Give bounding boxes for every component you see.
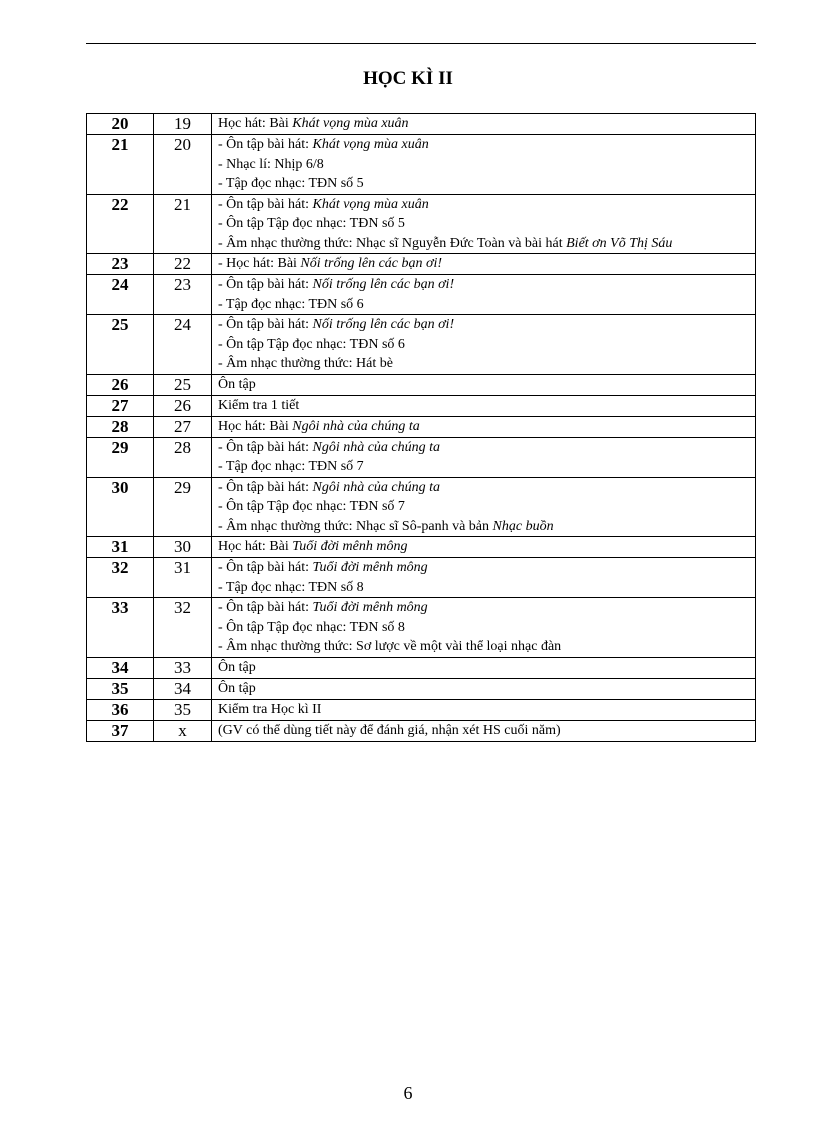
- content-cell: [212, 699, 756, 720]
- content-line: [218, 417, 755, 437]
- content-text: - Ôn tập bài hát:: [218, 560, 313, 575]
- lesson-cell: 25: [154, 374, 212, 395]
- content-line: [218, 618, 755, 638]
- content-line: [218, 457, 755, 477]
- week-cell: 28: [87, 416, 154, 437]
- header-rule: [86, 43, 756, 44]
- content-cell: [212, 537, 756, 558]
- content-text: Học hát: Bài: [218, 418, 293, 434]
- content-line: [218, 517, 755, 537]
- content-text: - Tập đọc nhạc: TĐN số 8: [218, 579, 364, 595]
- content-line: [218, 478, 755, 498]
- content-cell: [212, 315, 756, 375]
- content-text: - Ôn tập Tập đọc nhạc: TĐN số 7: [218, 499, 405, 514]
- content-line: [218, 637, 755, 657]
- week-cell: 24: [87, 275, 154, 315]
- week-cell: 21: [87, 135, 154, 195]
- lesson-cell: 29: [154, 477, 212, 537]
- content-line: [218, 537, 755, 557]
- week-cell: 22: [87, 194, 154, 254]
- content-line: [218, 700, 755, 720]
- content-text: - Ôn tập bài hát:: [218, 439, 313, 455]
- week-cell: 30: [87, 477, 154, 537]
- table-row: [87, 135, 756, 195]
- content-line: [218, 721, 755, 741]
- table-row: [87, 699, 756, 720]
- page-title: HỌC KÌ II: [363, 68, 453, 89]
- song-title: Ngôi nhà của chúng ta: [312, 439, 441, 455]
- content-line: [218, 375, 755, 395]
- content-text: Học hát: Bài: [218, 539, 293, 554]
- content-text: - Học hát: Bài: [218, 256, 301, 271]
- lesson-cell: 19: [154, 114, 212, 135]
- table-row: [87, 477, 756, 537]
- week-cell: 32: [87, 558, 154, 598]
- lesson-cell: 34: [154, 678, 212, 699]
- content-text: - Ôn tập bài hát:: [218, 196, 313, 212]
- content-line: [218, 658, 755, 678]
- table-row: [87, 678, 756, 699]
- content-text: Ôn tập: [218, 659, 256, 675]
- content-text: - Ôn tập bài hát:: [218, 600, 313, 615]
- table-row: [87, 254, 756, 275]
- content-line: [218, 275, 755, 295]
- content-cell: [212, 416, 756, 437]
- content-text: - Âm nhạc thường thức: Sơ lược về một vài thể loại nhạc đàn: [218, 639, 562, 654]
- content-line: [218, 598, 755, 618]
- content-text: Ôn tập: [218, 680, 256, 696]
- song-title: Tuổi đời mênh mông: [312, 600, 428, 615]
- content-line: [218, 155, 755, 175]
- week-cell: 33: [87, 598, 154, 658]
- content-cell: [212, 437, 756, 477]
- week-cell: 23: [87, 254, 154, 275]
- content-line: [218, 195, 755, 215]
- schedule-table: [86, 113, 756, 742]
- table-row: [87, 437, 756, 477]
- content-text: - Ôn tập bài hát:: [218, 137, 313, 152]
- week-cell: 34: [87, 657, 154, 678]
- content-text: - Ôn tập bài hát:: [218, 317, 313, 332]
- table-row: [87, 598, 756, 658]
- table-row: [87, 275, 756, 315]
- content-cell: [212, 558, 756, 598]
- lesson-cell: 21: [154, 194, 212, 254]
- table-row: [87, 657, 756, 678]
- content-cell: [212, 598, 756, 658]
- table-row: [87, 315, 756, 375]
- content-text: - Tập đọc nhạc: TĐN số 7: [218, 459, 364, 474]
- content-line: [218, 315, 755, 335]
- content-line: [218, 354, 755, 374]
- song-title: Khát vọng mùa xuân: [312, 196, 429, 212]
- lesson-cell: x: [154, 720, 212, 741]
- song-title: Nhạc buồn: [492, 518, 554, 534]
- week-cell: 27: [87, 395, 154, 416]
- content-text: - Ôn tập Tập đọc nhạc: TĐN số 8: [218, 619, 405, 635]
- content-line: [218, 135, 755, 155]
- content-line: [218, 396, 755, 416]
- content-line: [218, 558, 755, 578]
- content-cell: [212, 720, 756, 741]
- song-title: Nối trống lên các bạn ơi!: [312, 277, 455, 292]
- content-cell: [212, 254, 756, 275]
- content-cell: [212, 374, 756, 395]
- content-line: [218, 438, 755, 458]
- song-title: Tuổi đời mênh mông: [292, 539, 408, 554]
- content-line: [218, 679, 755, 699]
- content-text: - Ôn tập bài hát:: [218, 277, 313, 292]
- content-line: [218, 174, 755, 194]
- content-text: - Âm nhạc thường thức: Hát bè: [218, 356, 393, 371]
- lesson-cell: 23: [154, 275, 212, 315]
- content-text: - Ôn tập bài hát:: [218, 479, 313, 495]
- schedule-body: [87, 114, 756, 742]
- content-cell: [212, 477, 756, 537]
- song-title: Ngôi nhà của chúng ta: [312, 479, 441, 495]
- content-text: Kiểm tra 1 tiết: [218, 397, 300, 413]
- page-number: 6: [403, 1083, 413, 1103]
- lesson-cell: 33: [154, 657, 212, 678]
- song-title: Ngôi nhà của chúng ta: [292, 418, 420, 434]
- table-row: [87, 416, 756, 437]
- song-title: Khát vọng mùa xuân: [292, 116, 409, 131]
- table-row: [87, 114, 756, 135]
- content-cell: [212, 114, 756, 135]
- content-text: - Ôn tập Tập đọc nhạc: TĐN số 6: [218, 336, 405, 352]
- lesson-cell: 35: [154, 699, 212, 720]
- content-line: [218, 214, 755, 234]
- song-title: Biết ơn Võ Thị Sáu: [566, 235, 673, 251]
- content-line: [218, 335, 755, 355]
- content-line: [218, 254, 755, 274]
- table-row: [87, 558, 756, 598]
- content-text: - Tập đọc nhạc: TĐN số 6: [218, 296, 364, 312]
- week-cell: 36: [87, 699, 154, 720]
- content-text: - Nhạc lí: Nhịp 6/8: [218, 156, 324, 172]
- content-cell: [212, 135, 756, 195]
- content-text: - Tập đọc nhạc: TĐN số 5: [218, 176, 364, 191]
- week-cell: 29: [87, 437, 154, 477]
- lesson-cell: 27: [154, 416, 212, 437]
- content-cell: [212, 395, 756, 416]
- content-line: [218, 234, 755, 254]
- song-title: Nối trống lên các bạn ơi!: [300, 256, 443, 271]
- content-text: - Âm nhạc thường thức: Nhạc sĩ Nguyễn Đức Toàn và bài hát: [218, 235, 567, 251]
- content-cell: [212, 275, 756, 315]
- lesson-cell: 20: [154, 135, 212, 195]
- week-cell: 31: [87, 537, 154, 558]
- week-cell: 25: [87, 315, 154, 375]
- content-text: - Ôn tập Tập đọc nhạc: TĐN số 5: [218, 216, 405, 231]
- week-cell: 37: [87, 720, 154, 741]
- lesson-cell: 26: [154, 395, 212, 416]
- song-title: Tuổi đời mênh mông: [312, 560, 428, 575]
- content-text: Học hát: Bài: [218, 116, 293, 131]
- week-cell: 35: [87, 678, 154, 699]
- table-row: [87, 374, 756, 395]
- content-line: [218, 295, 755, 315]
- content-line: [218, 114, 755, 134]
- lesson-cell: 28: [154, 437, 212, 477]
- lesson-cell: 22: [154, 254, 212, 275]
- content-cell: [212, 194, 756, 254]
- content-cell: [212, 678, 756, 699]
- content-text: Ôn tập: [218, 376, 256, 392]
- content-text: - Âm nhạc thường thức: Nhạc sĩ Sô-panh và bản: [218, 518, 493, 534]
- lesson-cell: 31: [154, 558, 212, 598]
- song-title: Nối trống lên các bạn ơi!: [312, 317, 455, 332]
- week-cell: 20: [87, 114, 154, 135]
- week-cell: 26: [87, 374, 154, 395]
- table-row: [87, 537, 756, 558]
- table-row: [87, 194, 756, 254]
- song-title: Khát vọng mùa xuân: [312, 137, 429, 152]
- content-text: Kiểm tra Học kì II: [218, 701, 322, 717]
- lesson-cell: 32: [154, 598, 212, 658]
- content-cell: [212, 657, 756, 678]
- lesson-cell: 30: [154, 537, 212, 558]
- content-line: [218, 497, 755, 517]
- table-row: [87, 395, 756, 416]
- content-line: [218, 578, 755, 598]
- table-row: [87, 720, 756, 741]
- content-text: (GV có thể dùng tiết này để đánh giá, nhận xét HS cuối năm): [218, 722, 561, 738]
- lesson-cell: 24: [154, 315, 212, 375]
